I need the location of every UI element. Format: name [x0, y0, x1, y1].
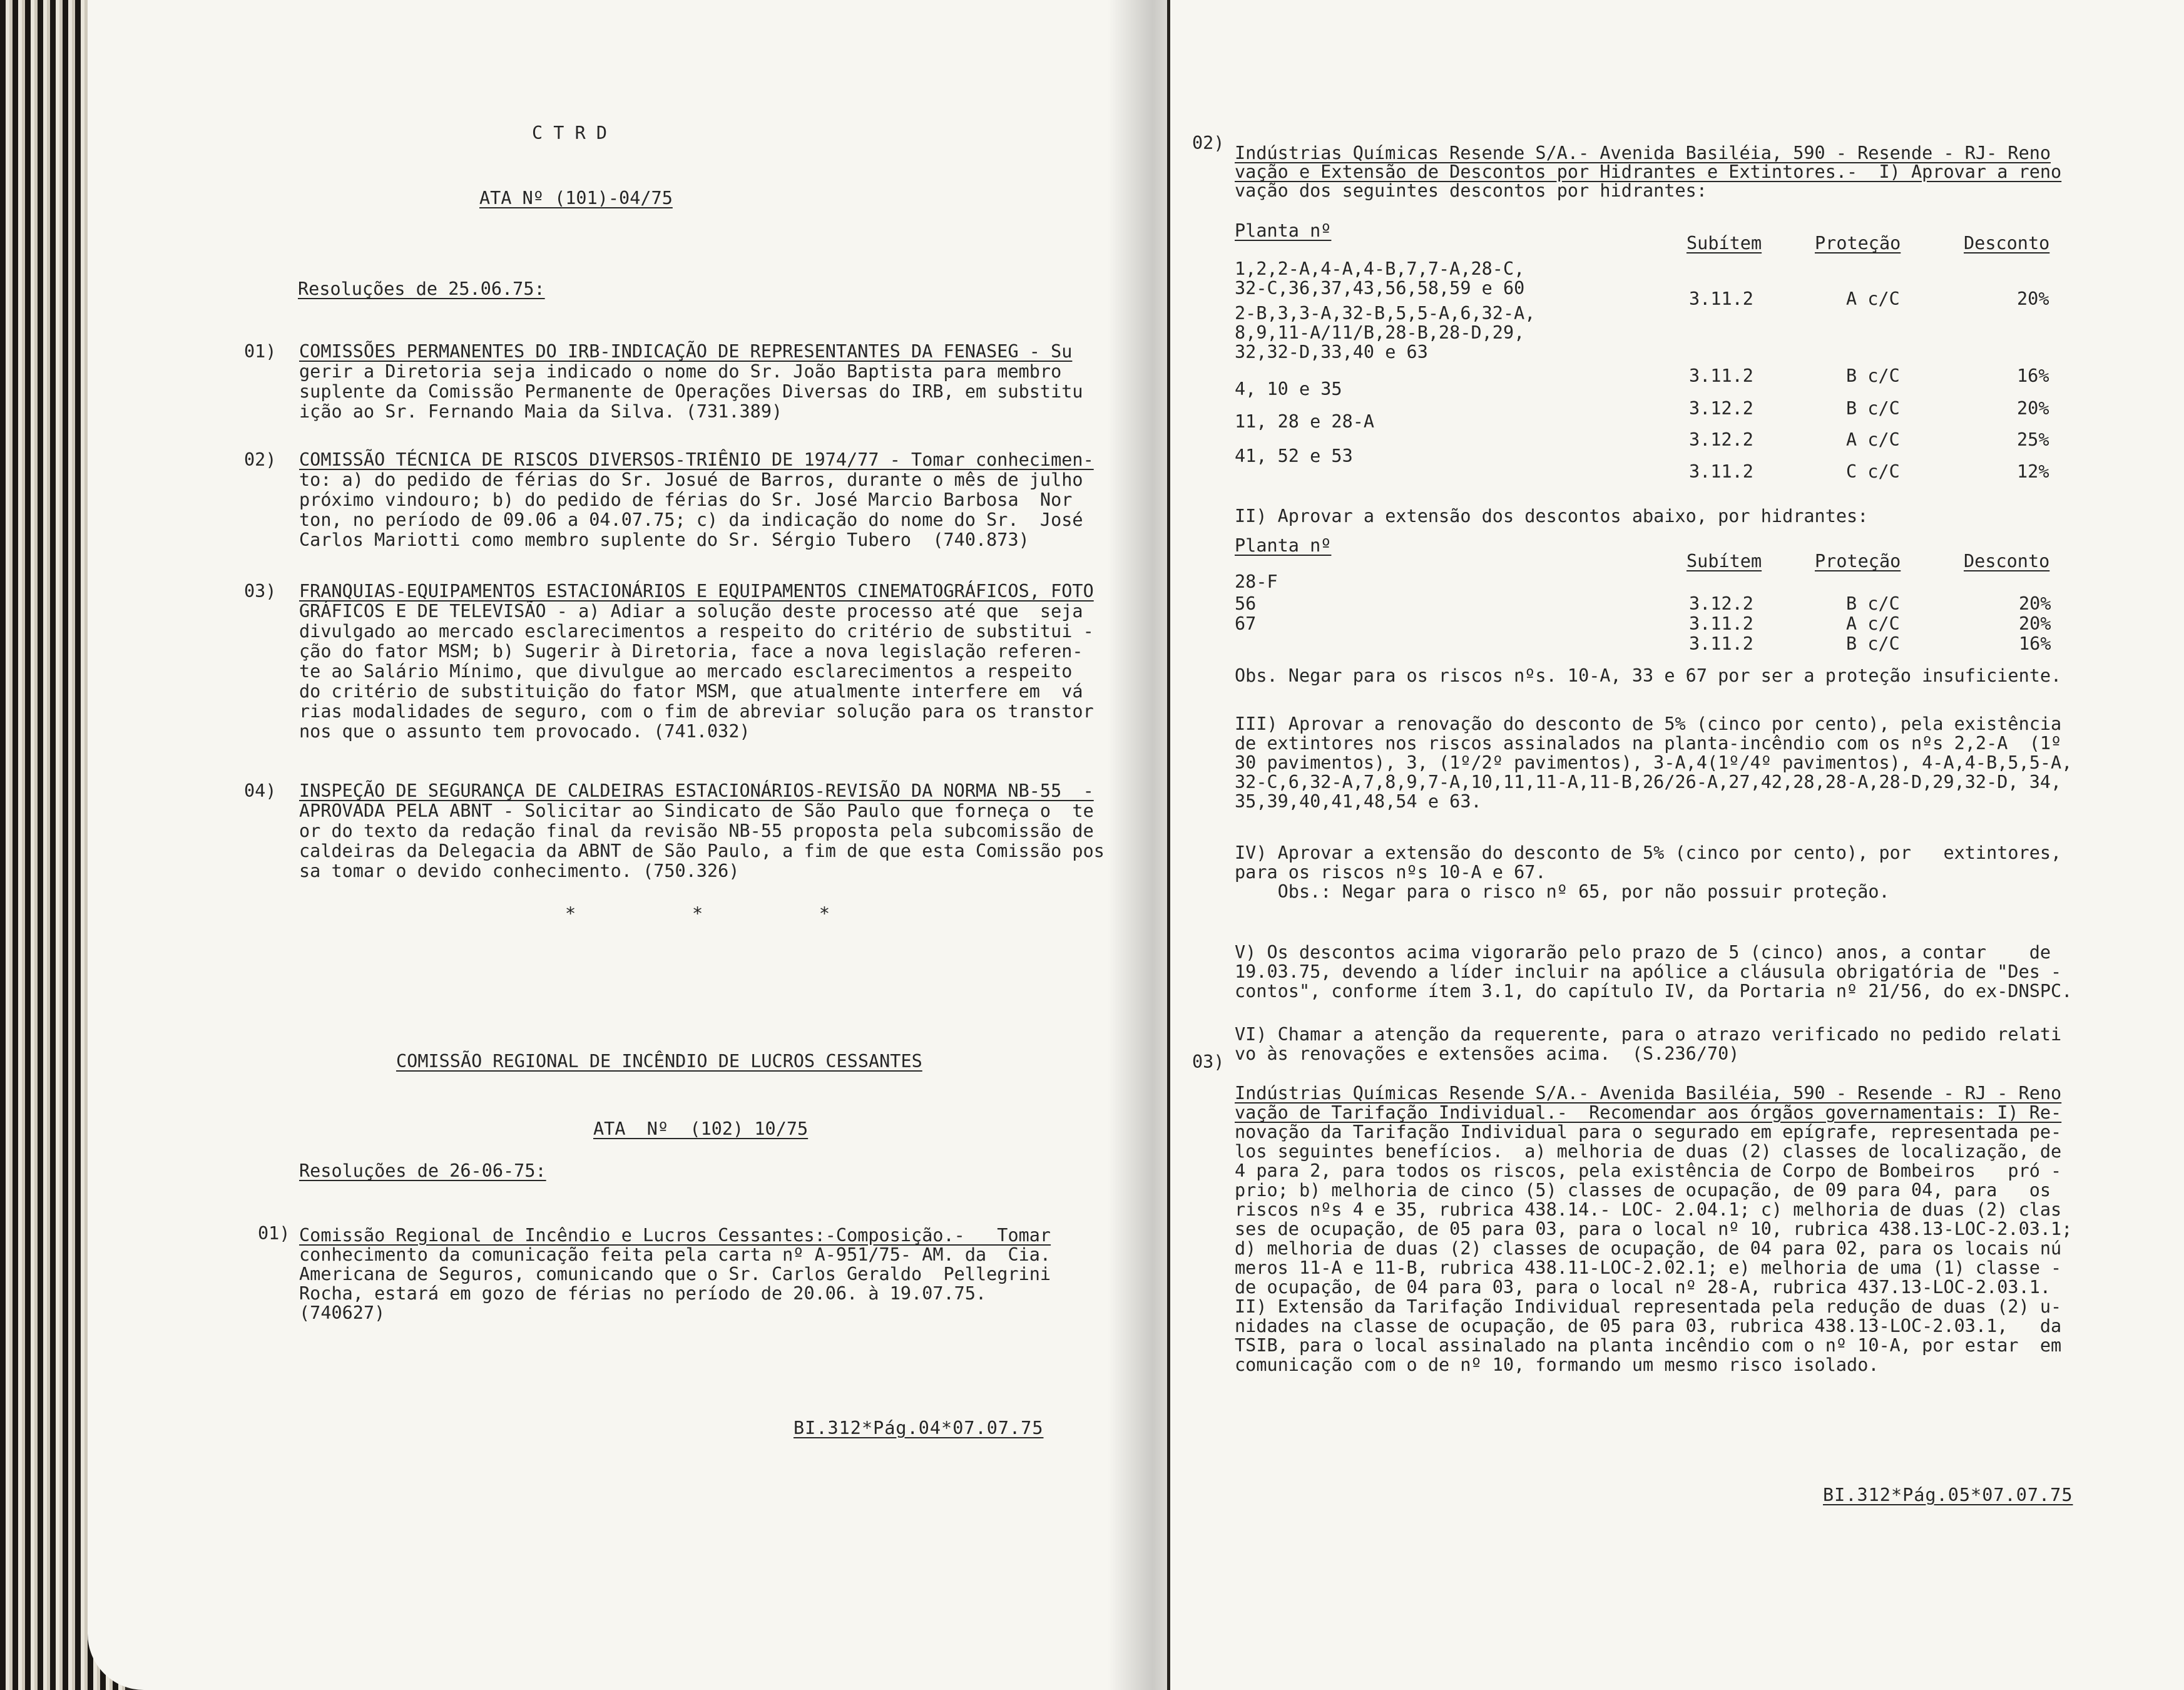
item-number: 01): [258, 1223, 290, 1244]
section-iv-line: para os riscos nºs 10-A e 67.: [1235, 862, 1546, 883]
section-vi-line: VI) Chamar a atenção da requerente, para o atrazo verificado no pedido relati: [1235, 1024, 2062, 1045]
item-text-line: divulgado ao mercado esclarecimentos a respeito do critério de substitui -: [299, 621, 1094, 642]
item-text-line: comunicação com o de nº 10, formando um mesmo risco isolado.: [1235, 1355, 1879, 1375]
table-cell-planta: 2-B,3,3-A,32-B,5,5-A,6,32-A,: [1235, 303, 1536, 324]
table-cell-protecao: B c/C: [1846, 633, 1900, 654]
item-text-line: d) melhoria de duas (2) classes de ocupação, de 04 para 02, para os locais nú: [1235, 1238, 2062, 1259]
item-text-line: APROVADA PELA ABNT - Solicitar ao Sindicato de São Paulo que forneça o te: [299, 801, 1094, 821]
item-text-line: Carlos Mariotti como membro suplente do Sr. Sérgio Tubero (740.873): [299, 530, 1029, 550]
item-text-line: riscos nºs 4 e 35, rubrica 438.14.- LOC- 2.04.1; c) melhoria de duas (2) clas: [1235, 1199, 2062, 1220]
page-footer-left: BI.312*Pág.04*07.07.75: [793, 1418, 1044, 1438]
table-cell-desconto: 20%: [2019, 613, 2051, 634]
section-iii-line: 35,39,40,41,48,54 e 63.: [1235, 791, 1482, 812]
section-ii: II) Aprovar a extensão dos descontos abaixo, por hidrantes:: [1235, 506, 1869, 526]
item-text-line: sa tomar o devido conhecimento. (750.326): [299, 861, 740, 881]
table-cell-planta: 11, 28 e 28-A: [1235, 411, 1375, 432]
item-text-line: caldeiras da Delegacia da ABNT de São Paulo, a fim de que esta Comissão pos: [299, 841, 1105, 861]
item-text-line: ção do fator MSM; b) Sugerir à Diretoria, face a nova legislação referen-: [299, 641, 1083, 662]
table-cell-desconto: 16%: [2017, 366, 2049, 386]
item-text-line: do critério de substituição do fator MSM, que atualmente interfere em vá: [299, 681, 1083, 702]
item-number: 03): [244, 581, 277, 602]
item-text-line: nos que o assunto tem provocado. (741.032): [299, 721, 750, 742]
page-footer-right: BI.312*Pág.05*07.07.75: [1823, 1485, 2073, 1505]
item-text-line: vação de Tarifação Individual.- Recomendar aos órgãos governamentais: I) Re-: [1235, 1102, 2062, 1123]
table-cell-subitem: 3.11.2: [1689, 366, 1753, 386]
table-cell-desconto: 16%: [2019, 633, 2051, 654]
item-number: 02): [1192, 133, 1225, 153]
item-text-line: meros 11-A e 11-B, rubrica 438.11-LOC-2.02.1; e) melhoria de uma (1) classe -: [1235, 1257, 2062, 1278]
table-cell-subitem: 3.12.2: [1689, 593, 1753, 614]
item-text-line: GRÁFICOS E DE TELEVISÃO - a) Adiar a solução deste processo até que seja: [299, 601, 1083, 622]
table-header: Desconto: [1964, 551, 2050, 571]
table-cell-planta: 56: [1235, 593, 1257, 614]
item-text-line: nidades na classe de ocupação, de 05 para 03, rubrica 438.13-LOC-2.03.1, da: [1235, 1316, 2062, 1336]
table-header: Planta nº: [1235, 220, 1332, 241]
item-text-line: FRANQUIAS-EQUIPAMENTOS ESTACIONÁRIOS E EQUIPAMENTOS CINEMATOGRÁFICOS, FOTO: [299, 581, 1094, 602]
section-separator: * * *: [565, 903, 830, 924]
table-cell-protecao: A c/C: [1846, 289, 1900, 309]
ata-number: ATA Nº (101)-04/75: [479, 188, 673, 208]
item-text-line: ton, no período de 09.06 a 04.07.75; c) da indicação do nome do Sr. José: [299, 510, 1083, 530]
item-text-line: COMISSÕES PERMANENTES DO IRB-INDICAÇÃO DE REPRESENTANTES DA FENASEG - Su: [299, 341, 1073, 362]
table-cell-desconto: 12%: [2017, 461, 2049, 482]
item-number: 02): [244, 449, 277, 470]
table-cell-protecao: B c/C: [1846, 366, 1900, 386]
table-cell-protecao: C c/C: [1846, 461, 1900, 482]
table-header: Planta nº: [1235, 535, 1332, 556]
table-cell-protecao: A c/C: [1846, 613, 1900, 634]
item-text-line: Comissão Regional de Incêndio e Lucros Cessantes:-Composição.- Tomar: [299, 1225, 1051, 1246]
item-text-line: Indústrias Químicas Resende S/A.- Avenida Basiléia, 590 - Resende - RJ- Reno: [1235, 143, 2051, 163]
ata-number-2: ATA Nº (102) 10/75: [593, 1119, 809, 1139]
item-text-line: TSIB, para o local assinalado na planta incêndio com o nº 10-A, por estar em: [1235, 1335, 2062, 1356]
section-v-line: V) Os descontos acima vigorarão pelo prazo de 5 (cinco) anos, a contar de: [1235, 942, 2051, 963]
item-text-line: te ao Salário Mínimo, que divulgue ao mercado esclarecimentos a respeito: [299, 661, 1073, 682]
left-page: [88, 0, 1167, 1690]
table-header: Desconto: [1964, 233, 2050, 253]
section-iii-line: de extintores nos riscos assinalados na planta-incêndio com os nºs 2,2-A (1º: [1235, 733, 2062, 754]
table-header: Subítem: [1686, 233, 1762, 253]
item-text-line: vação dos seguintes descontos por hidrantes:: [1235, 180, 1707, 201]
resolucoes-date: Resoluções de 25.06.75:: [298, 279, 545, 299]
item-text-line: prio; b) melhoria de cinco (5) classes de ocupação, de 09 para 04, para os: [1235, 1180, 2051, 1201]
comissao-title: COMISSÃO REGIONAL DE INCÊNDIO DE LUCROS CESSANTES: [396, 1051, 922, 1072]
item-text-line: Rocha, estará em gozo de férias no período de 20.06. à 19.07.75.: [299, 1283, 987, 1304]
item-text-line: gerir a Diretoria seja indicado o nome do Sr. João Baptista para membro: [299, 361, 1062, 382]
section-iii-line: 32-C,6,32-A,7,8,9,7-A,10,11,11-A,11-B,26/26-A,27,42,28,28-A,28-D,29,32-D, 34,: [1235, 772, 2062, 792]
table-cell-planta: 8,9,11-A/11/B,28-B,28-D,29,: [1235, 322, 1525, 343]
table-cell-desconto: 20%: [2017, 289, 2049, 309]
item-text-line: próximo vindouro; b) do pedido de férias do Sr. José Marcio Barbosa Nor: [299, 489, 1073, 510]
table-cell-planta: 1,2,2-A,4-A,4-B,7,7-A,28-C,: [1235, 259, 1525, 279]
table-cell-planta: 67: [1235, 613, 1257, 634]
item-text-line: novação da Tarifação Individual para o segurado em epígrafe, representada pe-: [1235, 1122, 2062, 1142]
table-cell-desconto: 20%: [2019, 593, 2051, 614]
table-cell-subitem: 3.11.2: [1689, 633, 1753, 654]
item-text-line: Americana de Seguros, comunicando que o Sr. Carlos Geraldo Pellegrini: [299, 1264, 1051, 1284]
table-cell-protecao: A c/C: [1846, 429, 1900, 450]
section-iii-line: 30 pavimentos), 3, (1º/2º pavimentos), 3-A,4(1º/4º pavimentos), 4-A,4-B,5,5-A,: [1235, 752, 2073, 773]
table-cell-planta: 28-F: [1235, 571, 1278, 592]
section-iv-line: Obs.: Negar para o risco nº 65, por não possuir proteção.: [1235, 881, 1890, 902]
item-text-line: conhecimento da comunicação feita pela carta nº A-951/75- AM. da Cia.: [299, 1244, 1051, 1265]
obs-note: Obs. Negar para os riscos nºs. 10-A, 33 e 67 por ser a proteção insuficiente.: [1235, 665, 2062, 686]
table-cell-protecao: B c/C: [1846, 593, 1900, 614]
item-text-line: los seguintes benefícios. a) melhoria de duas (2) classes de localização, de: [1235, 1141, 2062, 1162]
item-number: 01): [244, 341, 277, 362]
section-v-line: contos", conforme ítem 3.1, do capítulo IV, da Portaria nº 21/56, do ex-DNSPC.: [1235, 981, 2073, 1001]
table-cell-subitem: 3.11.2: [1689, 461, 1753, 482]
ctrd-title: C T R D: [531, 123, 608, 143]
table-cell-planta: 4, 10 e 35: [1235, 379, 1342, 399]
table-cell-planta: 41, 52 e 53: [1235, 446, 1353, 466]
item-number: 03): [1192, 1052, 1225, 1072]
item-number: 04): [244, 781, 277, 801]
table-cell-subitem: 3.12.2: [1689, 429, 1753, 450]
table-cell-desconto: 20%: [2017, 398, 2049, 419]
item-text-line: II) Extensão da Tarifação Individual representada pela redução de duas (2) u-: [1235, 1296, 2062, 1317]
table-cell-subitem: 3.11.2: [1689, 289, 1753, 309]
table-cell-subitem: 3.12.2: [1689, 398, 1753, 419]
table-cell-planta: 32-C,36,37,43,56,58,59 e 60: [1235, 278, 1525, 299]
section-v-line: 19.03.75, devendo a líder incluir na apólice a cláusula obrigatória de "Des -: [1235, 961, 2062, 982]
item-text-line: de ocupação, de 04 para 03, para o local nº 28-A, rubrica 437.13-LOC-2.03.1.: [1235, 1277, 2051, 1298]
table-header: Proteção: [1815, 233, 1901, 253]
item-text-line: vação e Extensão de Descontos por Hidrantes e Extintores.- I) Aprovar a reno: [1235, 161, 2062, 182]
table-header: Proteção: [1815, 551, 1901, 571]
table-cell-protecao: B c/C: [1846, 398, 1900, 419]
section-iv-line: IV) Aprovar a extensão do desconto de 5% (cinco por cento), por extintores,: [1235, 842, 2062, 863]
table-cell-desconto: 25%: [2017, 429, 2049, 450]
item-text-line: ses de ocupação, de 05 para 03, para o local nº 10, rubrica 438.13-LOC-2.03.1;: [1235, 1219, 2073, 1239]
item-text-line: (740627): [299, 1303, 385, 1323]
item-text-line: 4 para 2, para todos os riscos, pela existência de Corpo de Bombeiros pró -: [1235, 1160, 2062, 1181]
item-text-line: INSPEÇÃO DE SEGURANÇA DE CALDEIRAS ESTACIONÁRIOS-REVISÃO DA NORMA NB-55 -: [299, 781, 1094, 801]
item-text-line: or do texto da redação final da revisão NB-55 proposta pela subcomissão de: [299, 821, 1094, 841]
table-cell-planta: 32,32-D,33,40 e 63: [1235, 342, 1428, 362]
item-text-line: ição ao Sr. Fernando Maia da Silva. (731.389): [299, 401, 783, 422]
item-text-line: to: a) do pedido de férias do Sr. Josué de Barros, durante o mês de julho: [299, 469, 1083, 490]
right-page: [1170, 0, 2184, 1690]
item-text-line: suplente da Comissão Permanente de Operações Diversas do IRB, em substitu: [299, 381, 1083, 402]
item-text-line: Indústrias Químicas Resende S/A.- Avenida Basiléia, 590 - Resende - RJ - Reno: [1235, 1083, 2062, 1104]
item-text-line: COMISSÃO TÉCNICA DE RISCOS DIVERSOS-TRIÊNIO DE 1974/77 - Tomar conhecimen-: [299, 449, 1094, 470]
table-cell-subitem: 3.11.2: [1689, 613, 1753, 634]
resolucoes-date-2: Resoluções de 26-06-75:: [299, 1160, 546, 1181]
section-iii-line: III) Aprovar a renovação do desconto de 5% (cinco por cento), pela existência: [1235, 714, 2062, 734]
section-vi-line: vo às renovações e extensões acima. (S.236/70): [1235, 1043, 1740, 1064]
item-text-line: rias modalidades de seguro, com o fim de abreviar solução para os transtor: [299, 701, 1094, 722]
table-header: Subítem: [1686, 551, 1762, 571]
